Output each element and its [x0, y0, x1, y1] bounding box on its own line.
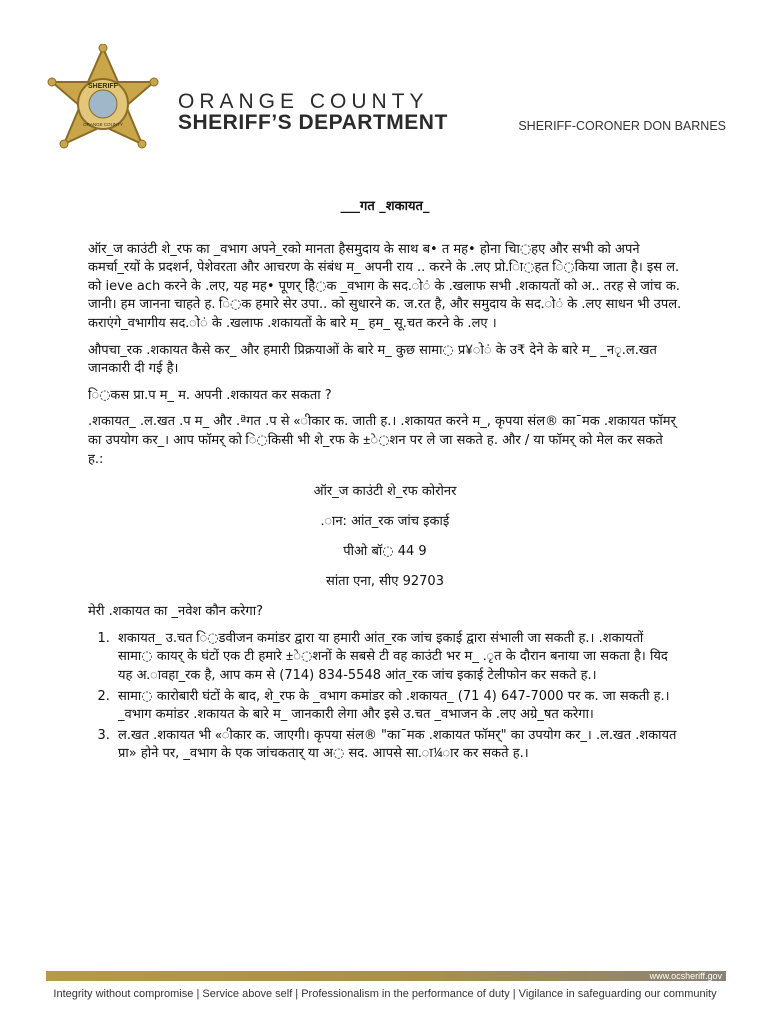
address-line: सांता एना, सीए 92703: [326, 574, 444, 590]
steps-list: [88, 630, 682, 764]
info-paragraph: औपचा_रक .शकायत कैसे कर_ और हमारी प्रिक्रयाओं के बारे म_ कुछ सामा◌ प्र¥ो◌ं के उ₹ देने के बारे म_ _न◌ृ.ल.खत जानकारी दी गई है।: [88, 342, 657, 377]
footer-motto: Integrity without compromise | Service above self | Professionalism in the performance of duty | Vigilance in safeguarding our community: [53, 988, 717, 1000]
org-name-line2: SHERIFF’S DEPARTMENT: [178, 111, 448, 134]
sheriff-name: SHERIFF-CORONER DON BARNES: [518, 119, 726, 133]
footer-website: www.ocsheriff.gov: [649, 971, 722, 981]
intro-paragraph: ऑर_ज काउंटी शे_रफ का _वभाग अपने_रको मानता हैसमुदाय के साथ ब• त मह• होना चाि◌हए और सभी को अपने कमर्चा_रयों के प्रदशर्न, पेशेवरता और आचरण के संबंध म_ अपनी राय .. करने के .लए प्रो.ाि◌हत ि◌किया जाता है। इस ल. को ieve ach करने के .लए, यह मह• पूणर् हैि◌क _वभाग के सद.ो◌ं के .खलाफ सभी .शकायतों को अ.. तरह से जांच क. जानी। हम जानना चाहते ह. ि◌क हमारे सेर उपा.. को सुधारने क. ज.रत है, और समुदाय के सद.ो◌ं के .लए साधन भी उपल. कराएंगे_वभागीय सद.ो◌ं के .खलाफ .शकायतों के बारे म_ हम_ सू.चत करने के .लए ।: [88, 241, 682, 331]
org-name-line1: ORANGE COUNTY: [178, 90, 429, 113]
question-how: ि◌कस प्रा.प म_ म. अपनी .शकायत कर सकता ?: [88, 387, 332, 403]
address-line: .ान: आंत_रक जांच इकाई: [320, 514, 450, 530]
question-who: मेरी .शकायत का _नवेश कौन करेगा?: [88, 604, 263, 620]
list-item: 1. शकायत_ उ.चत ि◌डवीजन कमांडर द्वारा या हमारी आंत_रक जांच इकाई द्वारा संभाली जा सकती ह.। .शकायतों सामा◌ कायर् के घंटों एक टी हमारे ±े◌शनों के सबसे टी वह काउंटी भर म_ .ृत के दौरान बनाया जा सकता है। यिद यह अ.ावहा_रक है, आप कम से (714) 834-5548 आंत_रक जांच इकाई टेलीफोन कर सकते ह.।: [114, 630, 682, 686]
mailing-address: [88, 477, 682, 597]
list-item: 2. सामा◌ कारोबारी घंटों के बाद, शे_रफ के _वभाग कमांडर को .शकायत_ (71 4) 647-7000 पर क. जा सकती ह.। _वभाग कमांडर .शकायत के बारे म_ जानकारी लेगा और इसे उ.चत _वभाजन के .लए अग्रे_षत करेगा।: [114, 688, 682, 725]
list-item: 3. ल.खत .शकायत भी «ीकार क. जाएगी। कृपया संल® "का¯मक .शकायत फॉमर्" का उपयोग कर_। .ल.खत .शकायत प्रा» होने पर, _वभाग के एक जांचकतार् या अ◌ सद. आपसे सा.ा¼ार कर सकते ह.।: [114, 727, 682, 764]
document-title: ___गत _शकायत_: [340, 199, 430, 214]
footer-bar: [46, 971, 726, 981]
badge-text: SHERIFF: [88, 83, 118, 90]
address-line: ऑर_ज काउंटी शे_रफ कोरोनर: [313, 484, 457, 500]
address-line: पीओ बॉ◌ 44 9: [343, 544, 427, 560]
document-body: [88, 198, 682, 766]
how-paragraph: .शकायत_ .ल.खत .प म_ और .ªगत .प से «ीकार क. जाती ह.। .शकायत करने म_, कृपया संल® का¯मक .शकायत फॉमर् का उपयोग कर_। आप फॉमर् को ि◌किसी भी शे_रफ के ±े◌शन पर ले जा सकते ह. और / या फॉमर् को मेल कर सकते ह.:: [88, 414, 676, 467]
badge-subtext: ORANGE COUNTY: [83, 122, 123, 127]
sheriff-star-badge-icon: [38, 44, 168, 174]
